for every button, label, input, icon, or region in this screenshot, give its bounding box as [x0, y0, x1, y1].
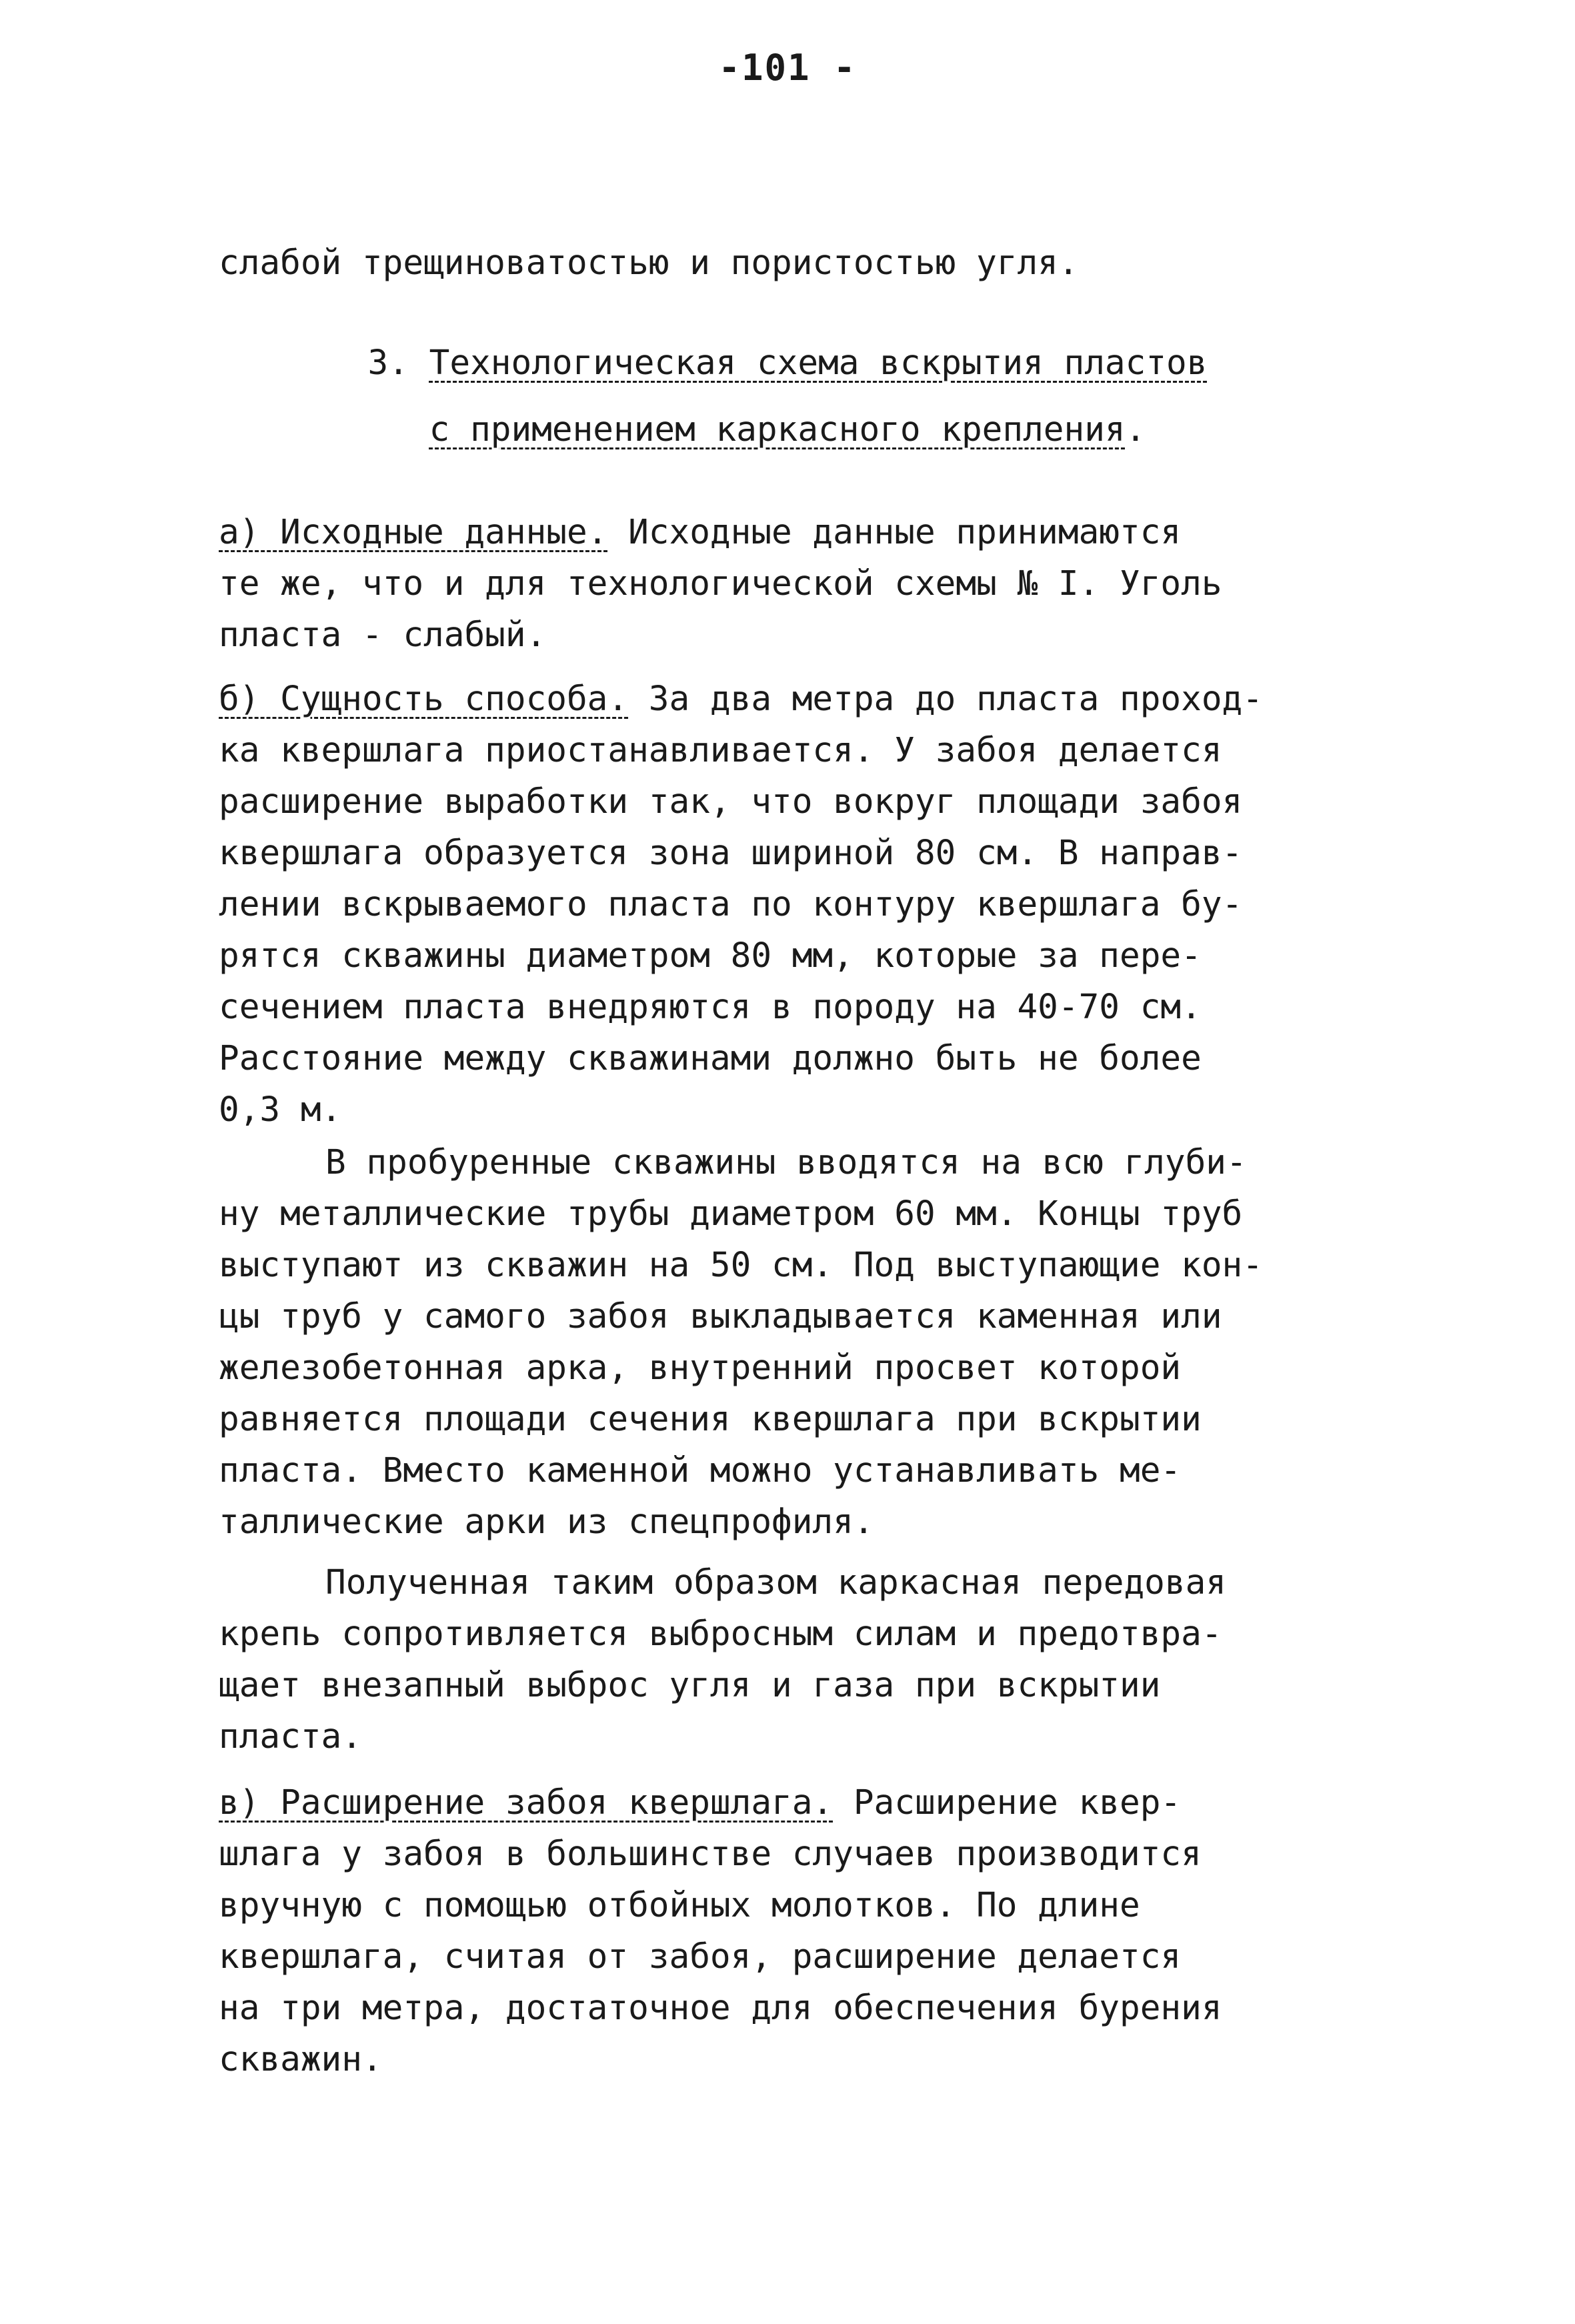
text-line: рятся скважины диаметром 80 мм, которые за пере-	[219, 936, 1202, 976]
text-run: Расширение квер-	[833, 1783, 1182, 1823]
text-line: слабой трещиноватостью и пористостью угля.	[219, 243, 1079, 283]
paragraph-b	[219, 674, 1419, 1136]
section-title-end: .	[1125, 410, 1146, 449]
page-number: -101 -	[718, 47, 857, 89]
text-line	[219, 1777, 1419, 1829]
text-line: щает внезапный выброс угля и газа при вскрытии	[219, 1666, 1161, 1705]
text-line: квершлага образуется зона шириной 80 см. В направ-	[219, 834, 1243, 873]
paragraph-label: в) Расширение забоя квершлага.	[219, 1783, 834, 1823]
text-line: Полученная таким образом каркасная передовая	[325, 1563, 1227, 1602]
text-line	[219, 674, 1419, 725]
text-line	[219, 507, 1419, 558]
text-line: пласта.	[219, 1717, 362, 1757]
text-line: крепь сопротивляется выбросным силам и предотвра-	[219, 1614, 1222, 1654]
text-line: выступают из скважин на 50 см. Под выступающие кон-	[219, 1246, 1263, 1285]
text-line: равняется площади сечения квершлага при вскрытии	[219, 1400, 1202, 1439]
text-line: лении вскрываемого пласта по контуру квершлага бу-	[219, 885, 1243, 924]
section-heading-line-1	[0, 330, 1575, 397]
text-run: За два метра до пласта проход-	[628, 680, 1263, 719]
text-line: таллические арки из спецпрофиля.	[219, 1502, 874, 1542]
text-line: 0,3 м.	[219, 1090, 342, 1130]
text-line: пласта. Вместо каменной можно устанавливать ме-	[219, 1451, 1182, 1490]
text-line: сечением пласта внедряются в породу на 40-70 см.	[219, 988, 1202, 1027]
text-line: расширение выработки так, что вокруг площади забоя	[219, 782, 1243, 822]
text-line: вручную с помощью отбойных молотков. По длине	[219, 1886, 1140, 1925]
text-line: квершлага, считая от забоя, расширение делается	[219, 1937, 1182, 1977]
paragraph-label: б) Сущность способа.	[219, 680, 629, 719]
text-line: пласта - слабый.	[219, 616, 547, 655]
paragraph-label: а) Исходные данные.	[219, 513, 608, 552]
paragraph-b-continued	[219, 1137, 1419, 1548]
text-line: В пробуренные скважины вводятся на всю глуби-	[325, 1143, 1247, 1182]
section-number: 3.	[367, 343, 409, 383]
text-line: ну металлические трубы диаметром 60 мм. Концы труб	[219, 1194, 1243, 1234]
text-line: скважин.	[219, 2040, 383, 2079]
text-line: цы труб у самого забоя выкладывается каменная или	[219, 1297, 1222, 1336]
section-heading-line-2	[0, 397, 1575, 463]
section-title: Технологическая схема вскрытия пластов	[429, 343, 1208, 383]
text-line: на три метра, достаточное для обеспечения бурения	[219, 1989, 1222, 2028]
text-line: те же, что и для технологической схемы № I. Уголь	[219, 564, 1222, 604]
paragraph-b-conclusion	[219, 1557, 1419, 1763]
text-line: Расстояние между скважинами должно быть не более	[219, 1039, 1202, 1078]
text-line: железобетонная арка, внутренний просвет которой	[219, 1348, 1182, 1388]
paragraph-c	[219, 1777, 1419, 2085]
text-line: шлага у забоя в большинстве случаев производится	[219, 1835, 1202, 1874]
section-title-continued: с применением каркасного крепления	[429, 410, 1126, 449]
text-run: Исходные данные принимаются	[607, 513, 1182, 552]
text-line: ка квершлага приостанавливается. У забоя делается	[219, 731, 1222, 770]
paragraph-a	[219, 507, 1419, 661]
intro-paragraph	[219, 237, 1419, 289]
